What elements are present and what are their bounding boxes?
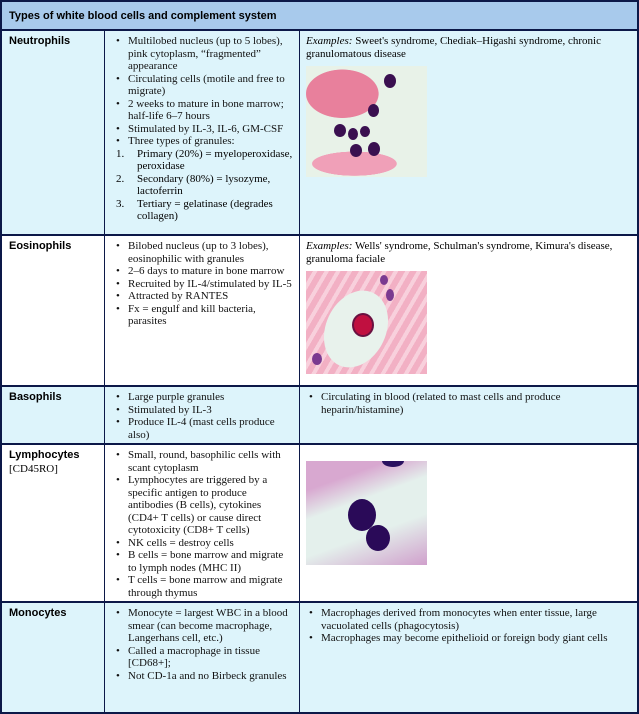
list-item: • Large purple granules bbox=[113, 391, 293, 404]
notes-list bbox=[306, 607, 631, 645]
cell-type-name: Neutrophils bbox=[2, 31, 105, 234]
list-item: • NK cells = destroy cells bbox=[113, 537, 293, 550]
neutrophil-micrograph bbox=[306, 66, 427, 177]
feature-list bbox=[113, 35, 293, 148]
list-item: • Macrophages derived from monocytes when enter tissue, large vacuolated cells (phagocytosis) bbox=[306, 607, 631, 632]
list-item: • Circulating in blood (related to mast cells and produce heparin/histamine) bbox=[306, 391, 631, 416]
list-item: • Attracted by RANTES bbox=[113, 290, 293, 303]
list-item: 3. Tertiary = gelatinase (degrades collagen) bbox=[116, 197, 273, 222]
list-item: • Monocyte = largest WBC in a blood smear (can become macrophage, Langerhans cell, etc.) bbox=[113, 607, 293, 645]
list-item: • Circulating cells (motile and free to migrate) bbox=[113, 73, 293, 98]
list-item: • Three types of granules: bbox=[113, 135, 293, 148]
eosinophil-micrograph bbox=[306, 271, 427, 374]
list-item: • T cells = bone marrow and migrate through thymus bbox=[113, 574, 293, 599]
list-item: • Stimulated by IL-3 bbox=[113, 404, 293, 417]
cell-type-name: Basophils bbox=[2, 387, 105, 443]
list-item: • Bilobed nucleus (up to 3 lobes), eosinophilic with granules bbox=[113, 240, 293, 265]
feature-list bbox=[113, 240, 293, 328]
list-item: 1. Primary (20%) = myeloperoxidase, peroxidase bbox=[116, 147, 293, 172]
list-item: • B cells = bone marrow and migrate to lymph nodes (MHC II) bbox=[113, 549, 293, 574]
list-item: • Macrophages may become epithelioid or foreign body giant cells bbox=[306, 632, 631, 645]
row-monocytes bbox=[2, 603, 637, 712]
examples-text: Examples: Sweet's syndrome, Chediak–Higashi syndrome, chronic granulomatous disease bbox=[306, 35, 601, 60]
cell-type-name: Eosinophils bbox=[2, 236, 105, 385]
list-item: • 2 weeks to mature in bone marrow; half-life 6–7 hours bbox=[113, 98, 293, 123]
notes-list bbox=[306, 391, 631, 416]
examples-text: Examples: Wells' syndrome, Schulman's syndrome, Kimura's disease, granuloma faciale bbox=[306, 240, 613, 265]
list-item: • 2–6 days to mature in bone marrow bbox=[113, 265, 293, 278]
feature-list bbox=[113, 607, 293, 682]
granule-list bbox=[113, 148, 293, 223]
cell-type-name: Lymphocytes bbox=[9, 449, 80, 461]
list-item: • Produce IL-4 (mast cells produce also) bbox=[113, 416, 293, 441]
list-item: • Stimulated by IL-3, IL-6, GM-CSF bbox=[113, 123, 293, 136]
cell-marker: [CD45RO] bbox=[9, 463, 58, 475]
row-lymphocytes bbox=[2, 445, 637, 603]
list-item: 2. Secondary (80%) = lysozyme, lactoferrin bbox=[116, 172, 271, 197]
row-neutrophils bbox=[2, 31, 637, 236]
list-item: • Lymphocytes are triggered by a specific antigen to produce antibodies (B cells), cytokines (CD4+ T cells) or cause direct cytotoxicity (CD8+ T cells) bbox=[113, 474, 293, 537]
cell-type-name: Monocytes bbox=[2, 603, 105, 712]
table-title: Types of white blood cells and complement system bbox=[2, 2, 637, 31]
list-item: • Multilobed nucleus (up to 5 lobes), pink cytoplasm, “fragmented” appearance bbox=[113, 35, 293, 73]
row-eosinophils bbox=[2, 236, 637, 387]
list-item: • Not CD-1a and no Birbeck granules bbox=[113, 670, 293, 683]
lymphocyte-micrograph bbox=[306, 461, 427, 565]
row-basophils bbox=[2, 387, 637, 445]
feature-list bbox=[113, 391, 293, 441]
feature-list bbox=[113, 449, 293, 599]
list-item: • Fx = engulf and kill bacteria, parasites bbox=[113, 303, 293, 328]
list-item: • Small, round, basophilic cells with scant cytoplasm bbox=[113, 449, 293, 474]
list-item: • Recruited by IL-4/stimulated by IL-5 bbox=[113, 278, 293, 291]
list-item: • Called a macrophage in tissue [CD68+]; bbox=[113, 645, 293, 670]
